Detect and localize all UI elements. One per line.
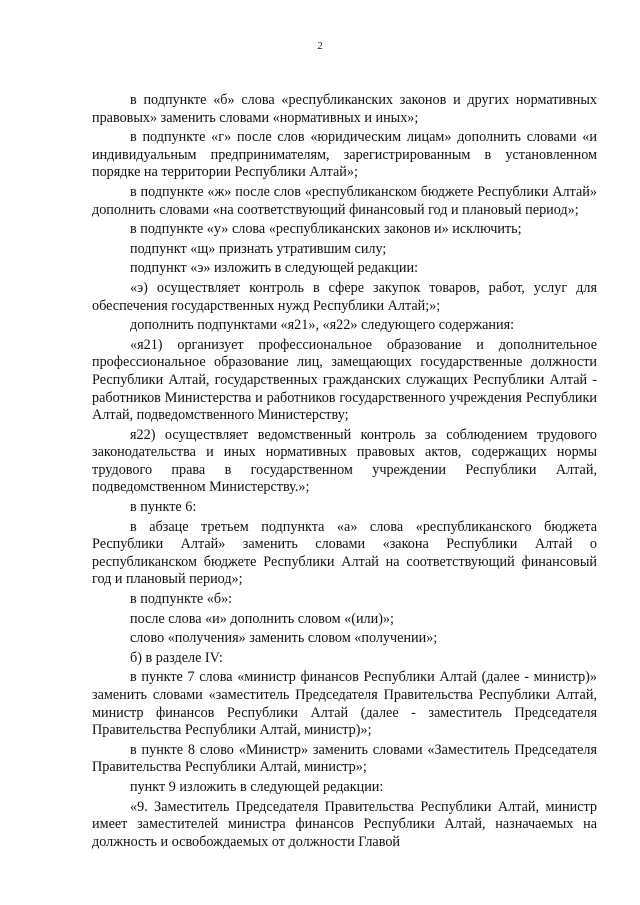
page-number: 2 — [317, 40, 323, 52]
paragraph: б) в разделе IV: — [130, 649, 223, 666]
paragraph: в подпункте «у» слова «республиканских законов и» исключить; — [130, 221, 522, 238]
paragraph: в абзаце третьем подпункта «а» слова «республиканского бюджета Республики Алтай» заменить словами «закона Республики Алтай о республиканском бюджете Республики Алтай на соответствующий финансовый год и плановый период»; — [92, 518, 597, 588]
paragraph: «я21) организует профессиональное образование и дополнительное профессиональное образование лиц, замещающих государственные должности Республики Алтай, государственных гражданских служащих Республики Алтай - работников Министерства и работников государственного учреждения Республики Алтай, подведомственного Министерству; — [92, 336, 597, 424]
paragraph: в подпункте «б»: — [130, 591, 233, 608]
paragraph: «э) осуществляет контроль в сфере закупок товаров, работ, услуг для обеспечения государственных нужд Республики Алтай;»; — [92, 279, 597, 314]
paragraph: в пункте 6: — [130, 499, 197, 516]
paragraph: дополнить подпунктами «я21», «я22» следующего содержания: — [130, 317, 515, 334]
paragraph: в пункте 8 слово «Министр» заменить словами «Заместитель Председателя Правительства Республики Алтай, министр»; — [92, 741, 597, 776]
paragraph: в подпункте «ж» после слов «республиканском бюджете Республики Алтай» дополнить словами «на соответствующий финансовый год и плановый период»; — [92, 183, 597, 218]
paragraph: пункт 9 изложить в следующей редакции: — [130, 778, 384, 795]
paragraph: в пункте 7 слова «министр финансов Республики Алтай (далее - министр)» заменить словами «заместитель Председателя Правительства Республики Алтай, министр финансов Республики Алтай (далее - заместитель Председателя Правительства Республики Алтай, министр)»; — [92, 669, 597, 739]
paragraph: я22) осуществляет ведомственный контроль за соблюдением трудового законодательства и иных нормативных правовых актов, содержащих нормы трудового права в государственном учреждении Республики Алтай, подведомственном Министерству.»; — [92, 426, 597, 496]
paragraph: подпункт «щ» признать утратившим силу; — [130, 240, 387, 257]
paragraph: «9. Заместитель Председателя Правительства Республики Алтай, министр имеет заместителей министра финансов Республики Алтай, назначаемых на должность и освобождаемых от должности Главой — [92, 798, 597, 850]
paragraph: подпункт «э» изложить в следующей редакции: — [130, 260, 419, 277]
paragraph: в подпункте «г» после слов «юридическим лицам» дополнить словами «и индивидуальным предпринимателям, зарегистрированным в установленном порядке на территории Республики Алтай»; — [92, 129, 597, 181]
paragraph: слово «получения» заменить словом «получении»; — [130, 630, 438, 647]
paragraph: в подпункте «б» слова «республиканских законов и других нормативных правовых» заменить словами «нормативных и иных»; — [92, 92, 597, 126]
paragraph: после слова «и» дополнить словом «(или)»; — [130, 610, 394, 627]
document-body — [92, 92, 597, 853]
